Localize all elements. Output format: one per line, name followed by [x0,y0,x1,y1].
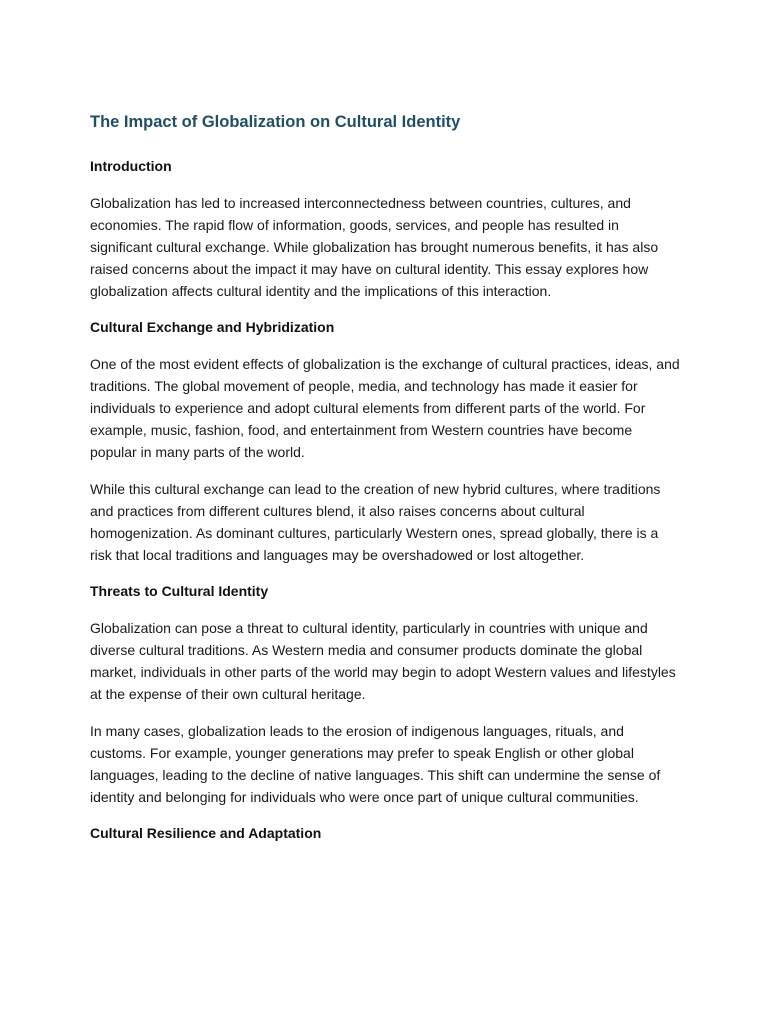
section-cultural-exchange [90,317,680,566]
document-title: The Impact of Globalization on Cultural Identity [90,113,461,131]
section-introduction [90,156,680,302]
section-heading: Cultural Resilience and Adaptation [90,825,322,841]
paragraph: While this cultural exchange can lead to the creation of new hybrid cultures, where traditions and practices from different cultures blend, it also raises concerns about cultural homogenization. As dominant cultures, particularly Western ones, spread globally, there is a risk that local traditions and languages may be overshadowed or lost altogether. [90,481,661,563]
section-heading: Threats to Cultural Identity [90,583,269,599]
section-resilience [90,823,680,843]
document-page [90,110,680,859]
paragraph: In many cases, globalization leads to the erosion of indigenous languages, rituals, and customs. For example, younger generations may prefer to speak English or other global languages, leading to the decline of native languages. This shift can undermine the sense of identity and belonging for individuals who were once part of unique cultural communities. [90,723,661,805]
section-heading: Cultural Exchange and Hybridization [90,319,335,335]
section-threats [90,581,680,808]
paragraph: One of the most evident effects of globalization is the exchange of cultural practices, ideas, and traditions. The global movement of people, media, and technology has made it easier for individuals to experience and adopt cultural elements from different parts of the world. For example, music, fashion, food, and entertainment from Western countries have become popular in many parts of the world. [90,356,680,460]
section-heading: Introduction [90,158,172,174]
paragraph: Globalization has led to increased interconnectedness between countries, cultures, and economies. The rapid flow of information, goods, services, and people has resulted in significant cultural exchange. While globalization has brought numerous benefits, it has also raised concerns about the impact it may have on cultural identity. This essay explores how globalization affects cultural identity and the implications of this interaction. [90,195,659,299]
paragraph: Globalization can pose a threat to cultural identity, particularly in countries with unique and diverse cultural traditions. As Western media and consumer products dominate the global market, individuals in other parts of the world may begin to adopt Western values and lifestyles at the expense of their own cultural heritage. [90,620,676,702]
